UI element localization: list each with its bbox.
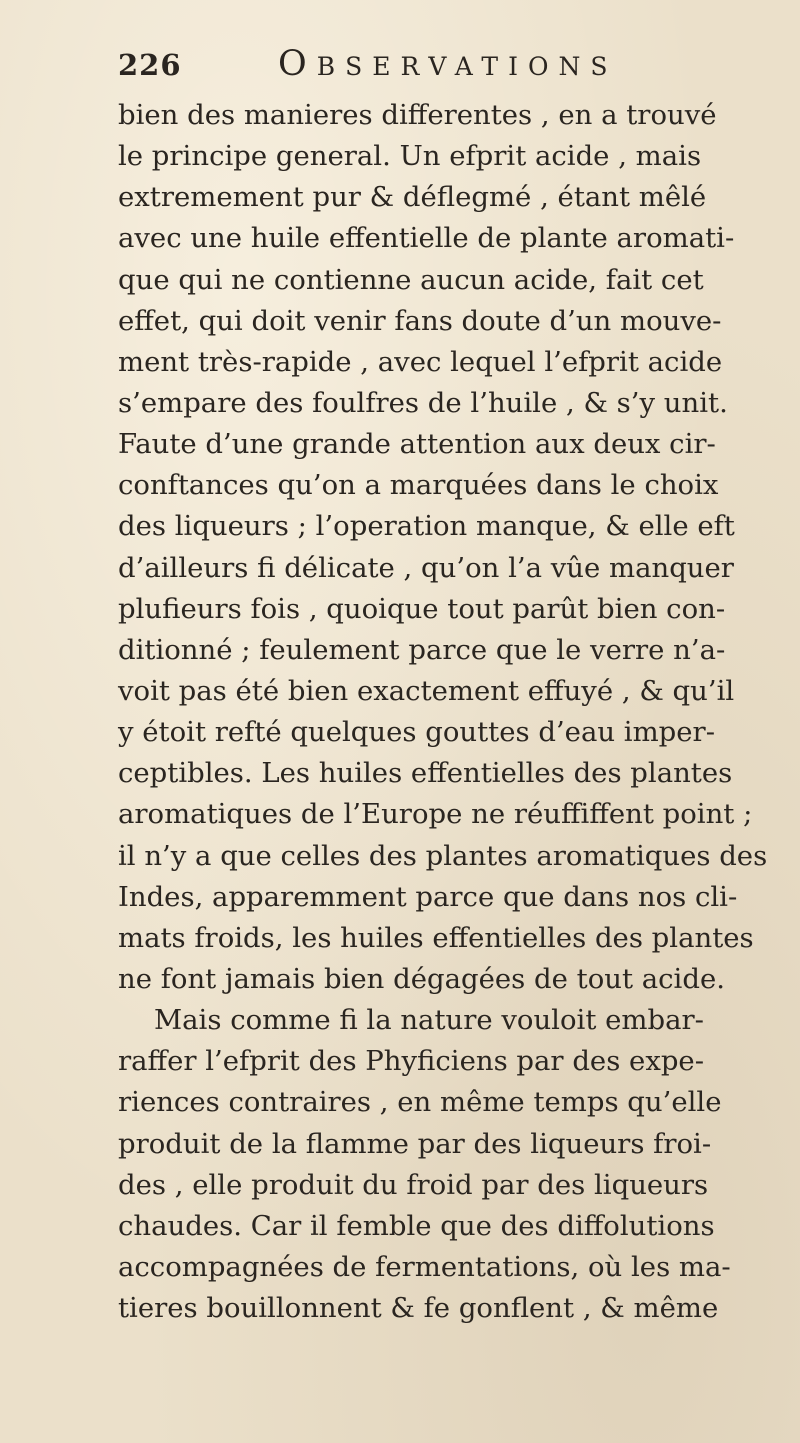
text-line: ditionné ; feulement parce que le verre n’a- bbox=[118, 633, 726, 666]
text-line: avec une huile effentielle de plante aromati- bbox=[118, 222, 735, 255]
text-line: plufieurs fois , quoique tout parût bien con- bbox=[118, 592, 726, 625]
text-line: le principe general. Un efprit acide , mais bbox=[118, 140, 702, 173]
text-line: produit de la flamme par des liqueurs froi- bbox=[118, 1127, 712, 1160]
text-line: ment très-rapide , avec lequel l’efprit acide bbox=[118, 345, 723, 378]
text-line: riences contraires , en même temps qu’elle bbox=[118, 1086, 722, 1119]
text-line: accompagnées de fermentations, où les ma- bbox=[118, 1250, 731, 1283]
text-line: que qui ne contienne aucun acide, fait cet bbox=[118, 263, 704, 296]
page-header bbox=[118, 44, 678, 98]
text-line: raffer l’efprit des Phyficiens par des expe- bbox=[118, 1045, 704, 1078]
text-line: ne font jamais bien dégagées de tout acide. bbox=[118, 962, 725, 995]
text-line: d’ailleurs fi délicate , qu’on l’a vûe manquer bbox=[118, 551, 734, 584]
text-line: Faute d’une grande attention aux deux cir- bbox=[118, 428, 716, 461]
text-line: bien des manieres differentes , en a trouvé bbox=[118, 99, 717, 131]
body-text bbox=[118, 95, 768, 1329]
text-line: Mais comme fi la nature vouloit embar- bbox=[154, 1004, 704, 1037]
text-line: tieres bouillonnent & fe gonflent , & même bbox=[118, 1292, 719, 1325]
text-line: Indes, apparemment parce que dans nos cli- bbox=[118, 880, 738, 913]
running-head: Observations bbox=[278, 44, 618, 84]
text-line: des liqueurs ; l’operation manque, & elle eft bbox=[118, 510, 735, 543]
text-line: voit pas été bien exactement effuyé , & qu’il bbox=[118, 674, 735, 707]
text-line: mats froids, les huiles effentielles des plantes bbox=[118, 921, 754, 954]
text-line: y étoit refté quelques gouttes d’eau imper- bbox=[118, 716, 715, 749]
text-line: effet, qui doit venir fans doute d’un mouve- bbox=[118, 304, 722, 337]
page-number: 226 bbox=[118, 48, 182, 82]
text-line: chaudes. Car il femble que des diffolutions bbox=[118, 1209, 715, 1242]
text-line: s’empare des foulfres de l’huile , & s’y unit. bbox=[118, 386, 728, 419]
text-line: extremement pur & déflegmé , étant mêlé bbox=[118, 181, 707, 214]
text-line: aromatiques de l’Europe ne réuffiffent point ; bbox=[118, 798, 753, 831]
text-line: ceptibles. Les huiles effentielles des plantes bbox=[118, 757, 733, 790]
text-line: conftances qu’on a marquées dans le choix bbox=[118, 469, 719, 502]
text-line: il n’y a que celles des plantes aromatiques des bbox=[118, 839, 768, 872]
text-line: des , elle produit du froid par des liqueurs bbox=[118, 1168, 709, 1201]
